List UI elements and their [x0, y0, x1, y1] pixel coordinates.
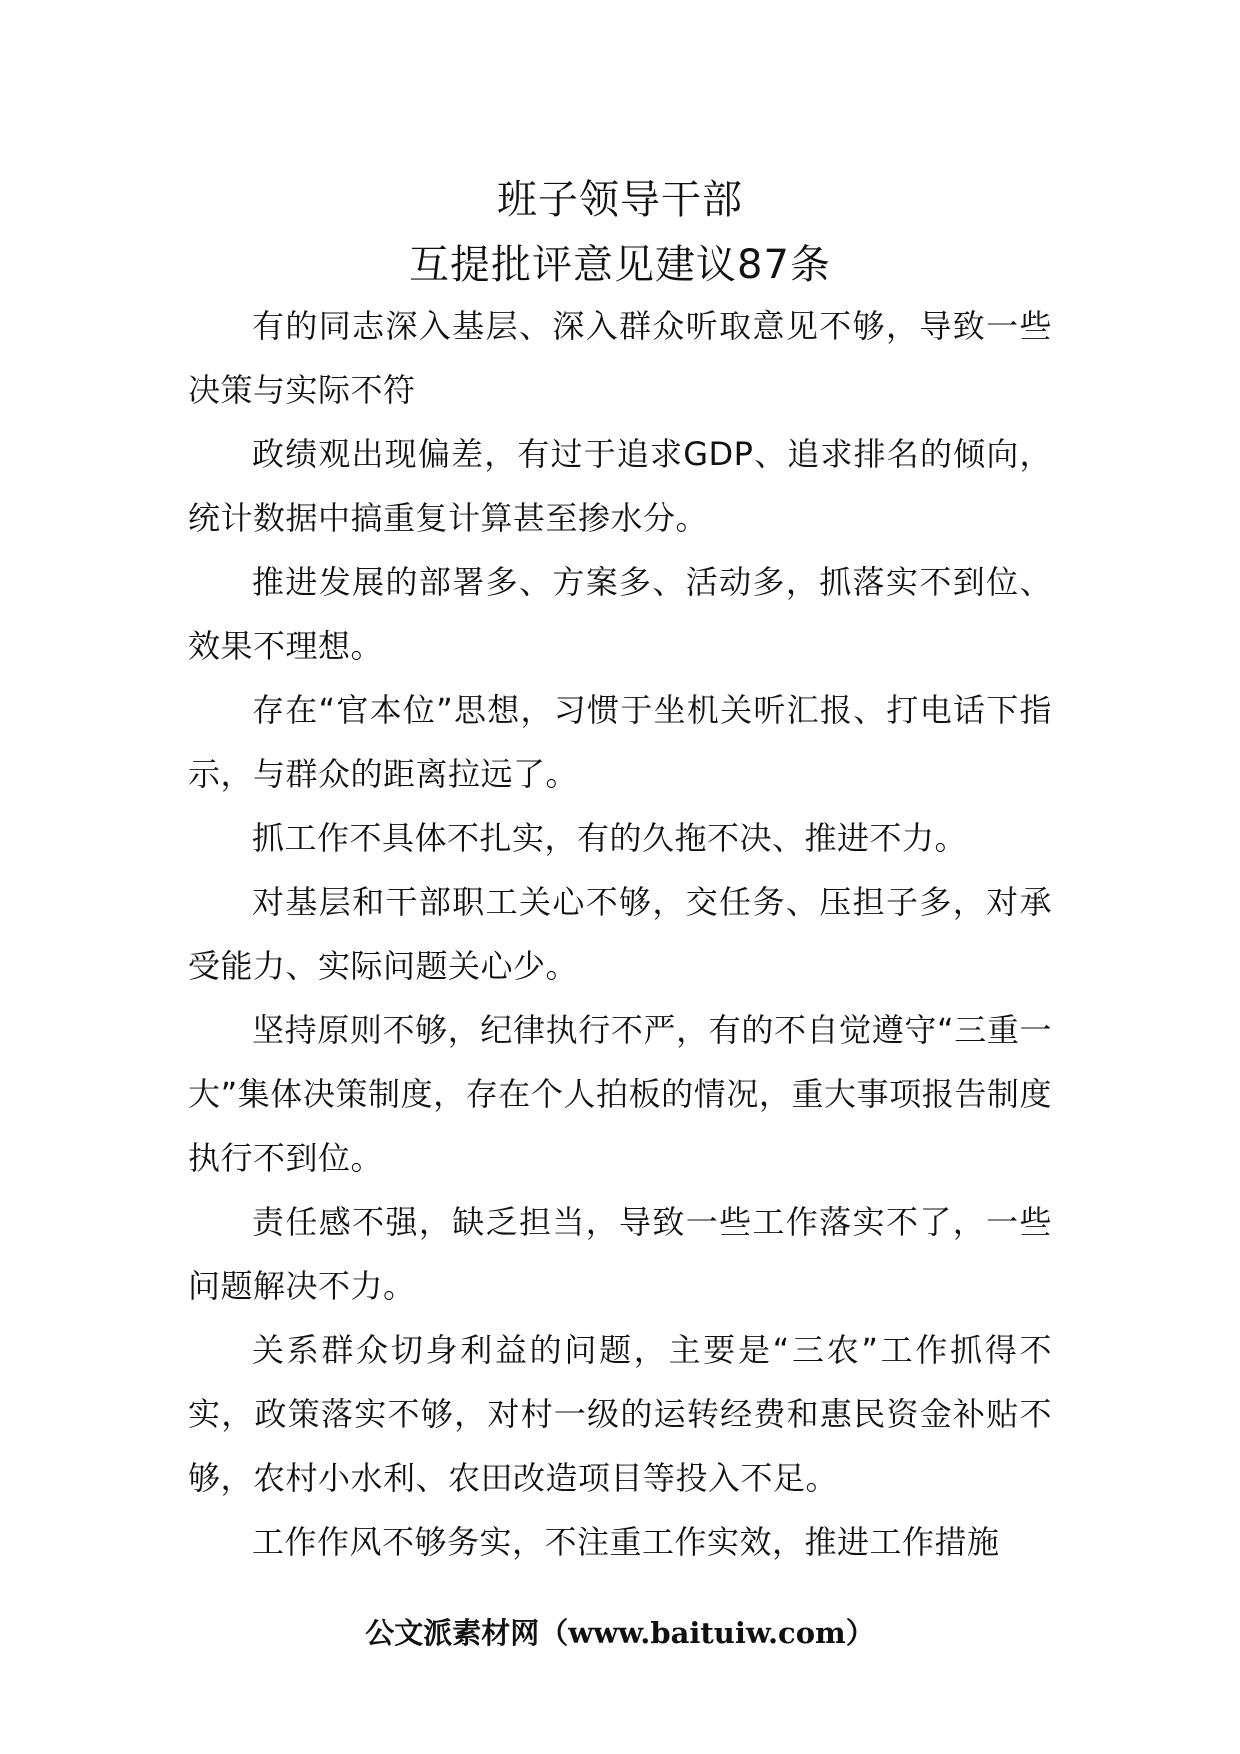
page-footer: 公文派素材网（www.baituiw.com） — [365, 1616, 875, 1650]
paragraph: 坚持原则不够，纪律执行不严，有的不自觉遵守“三重一大”集体决策制度，存在个人拍板的情况，重大事项报告制度执行不到位。 — [188, 1011, 1052, 1177]
paragraph: 政绩观出现偏差，有过于追求GDP、追求排名的倾向，统计数据中搞重复计算甚至掺水分。 — [188, 435, 1052, 537]
paragraph: 推进发展的部署多、方案多、活动多，抓落实不到位、效果不理想。 — [188, 563, 1052, 665]
paragraph: 抓工作不具体不扎实，有的久拖不决、推进不力。 — [252, 819, 968, 857]
paragraph: 对基层和干部职工关心不够，交任务、压担子多，对承受能力、实际问题关心少。 — [188, 883, 1052, 985]
document-title-line-2: 互提批评意见建议87条 — [409, 242, 831, 288]
document-body — [188, 294, 1052, 1574]
paragraph: 有的同志深入基层、深入群众听取意见不够，导致一些决策与实际不符 — [188, 307, 1052, 409]
paragraph: 责任感不强，缺乏担当，导致一些工作落实不了，一些问题解决不力。 — [188, 1203, 1052, 1305]
paragraph: 工作作风不够务实，不注重工作实效，推进工作措施 — [252, 1523, 1000, 1561]
paragraph: 关系群众切身利益的问题，主要是“三农”工作抓得不实，政策落实不够，对村一级的运转经费和惠民资金补贴不够，农村小水利、农田改造项目等投入不足。 — [188, 1331, 1052, 1497]
paragraph: 存在“官本位”思想，习惯于坐机关听汇报、打电话下指示，与群众的距离拉远了。 — [188, 691, 1052, 793]
document-title-line-1: 班子领导干部 — [497, 177, 743, 223]
